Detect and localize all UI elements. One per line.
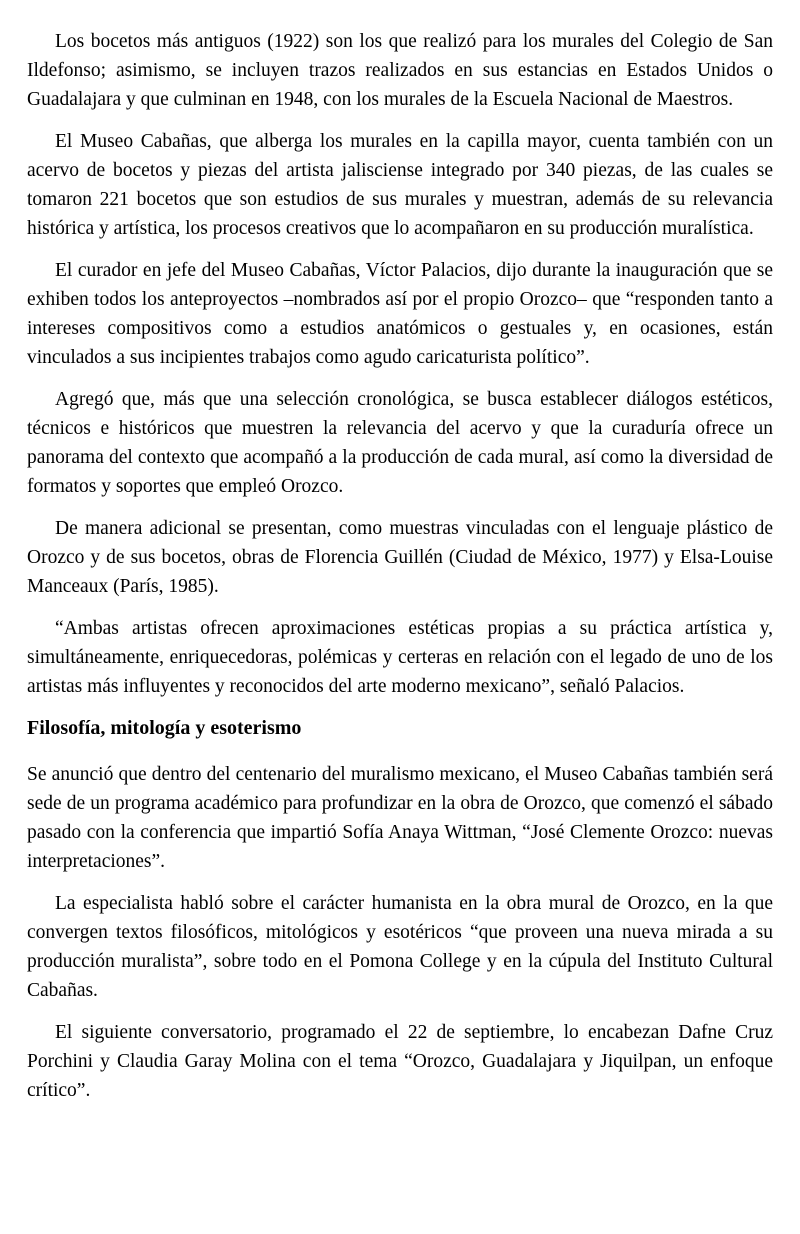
paragraph-cita-ambas-artistas: “Ambas artistas ofrecen aproximaciones estéticas propias a su práctica artística y, simultáneamente, enriquecedoras, polémicas y certeras en relación con el legado de uno de los artistas más influyentes y reconocidos del arte moderno mexicano”, señaló Palacios. <box>27 618 773 697</box>
section-heading-filosofia: Filosofía, mitología y esoterismo <box>27 717 302 739</box>
paragraph-centenario-muralismo: Se anunció que dentro del centenario del muralismo mexicano, el Museo Cabañas también será sede de un programa académico para profundizar en la obra de Orozco, que comenzó el sábado pasado con la conferencia que impartió Sofía Anaya Wittman, “José Clemente Orozco: nuevas interpretaciones”. <box>27 764 773 872</box>
paragraph-muestras-vinculadas: De manera adicional se presentan, como muestras vinculadas con el lenguaje plástico de Orozco y de sus bocetos, obras de Florencia Guillén (Ciudad de México, 1977) y Elsa-Louise Manceaux (París, 1985). <box>27 518 773 597</box>
paragraph-curador-victor-palacios: El curador en jefe del Museo Cabañas, Víctor Palacios, dijo durante la inauguración que se exhiben todos los anteproyectos –nombrados así por el propio Orozco– que “responden tanto a intereses compositivos como a estudios anatómicos o gestuales y, en ocasiones, están vinculados a sus incipientes trabajos como agudo caricaturista político”. <box>27 260 773 368</box>
paragraph-siguiente-conversatorio: El siguiente conversatorio, programado el 22 de septiembre, lo encabezan Dafne Cruz Porchini y Claudia Garay Molina con el tema “Orozco, Guadalajara y Jiquilpan, un enfoque crítico”. <box>27 1022 773 1101</box>
paragraph-seleccion-cronologica: Agregó que, más que una selección cronológica, se busca establecer diálogos estéticos, técnicos e históricos que muestren la relevancia del acervo y que la curaduría ofrece un panorama del contexto que acompañó a la producción de cada mural, así como la diversidad de formatos y soportes que empleó Orozco. <box>27 389 773 497</box>
paragraph-museo-cabanas-acervo: El Museo Cabañas, que alberga los murales en la capilla mayor, cuenta también con un acervo de bocetos y piezas del artista jalisciense integrado por 340 piezas, de las cuales se tomaron 221 bocetos que son estudios de sus murales y muestran, además de su relevancia histórica y artística, los procesos creativos que lo acompañaron en su producción muralística. <box>27 131 773 239</box>
paragraph-especialista-humanista: La especialista habló sobre el carácter humanista en la obra mural de Orozco, en la que convergen textos filosóficos, mitológicos y esotéricos “que proveen una nueva mirada a su producción muralista”, sobre todo en el Pomona College y en la cúpula del Instituto Cultural Cabañas. <box>27 893 773 1001</box>
paragraph-bocetos-antiguos: Los bocetos más antiguos (1922) son los que realizó para los murales del Colegio de San Ildefonso; asimismo, se incluyen trazos realizados en sus estancias en Estados Unidos o Guadalajara y que culminan en 1948, con los murales de la Escuela Nacional de Maestros. <box>27 31 773 110</box>
